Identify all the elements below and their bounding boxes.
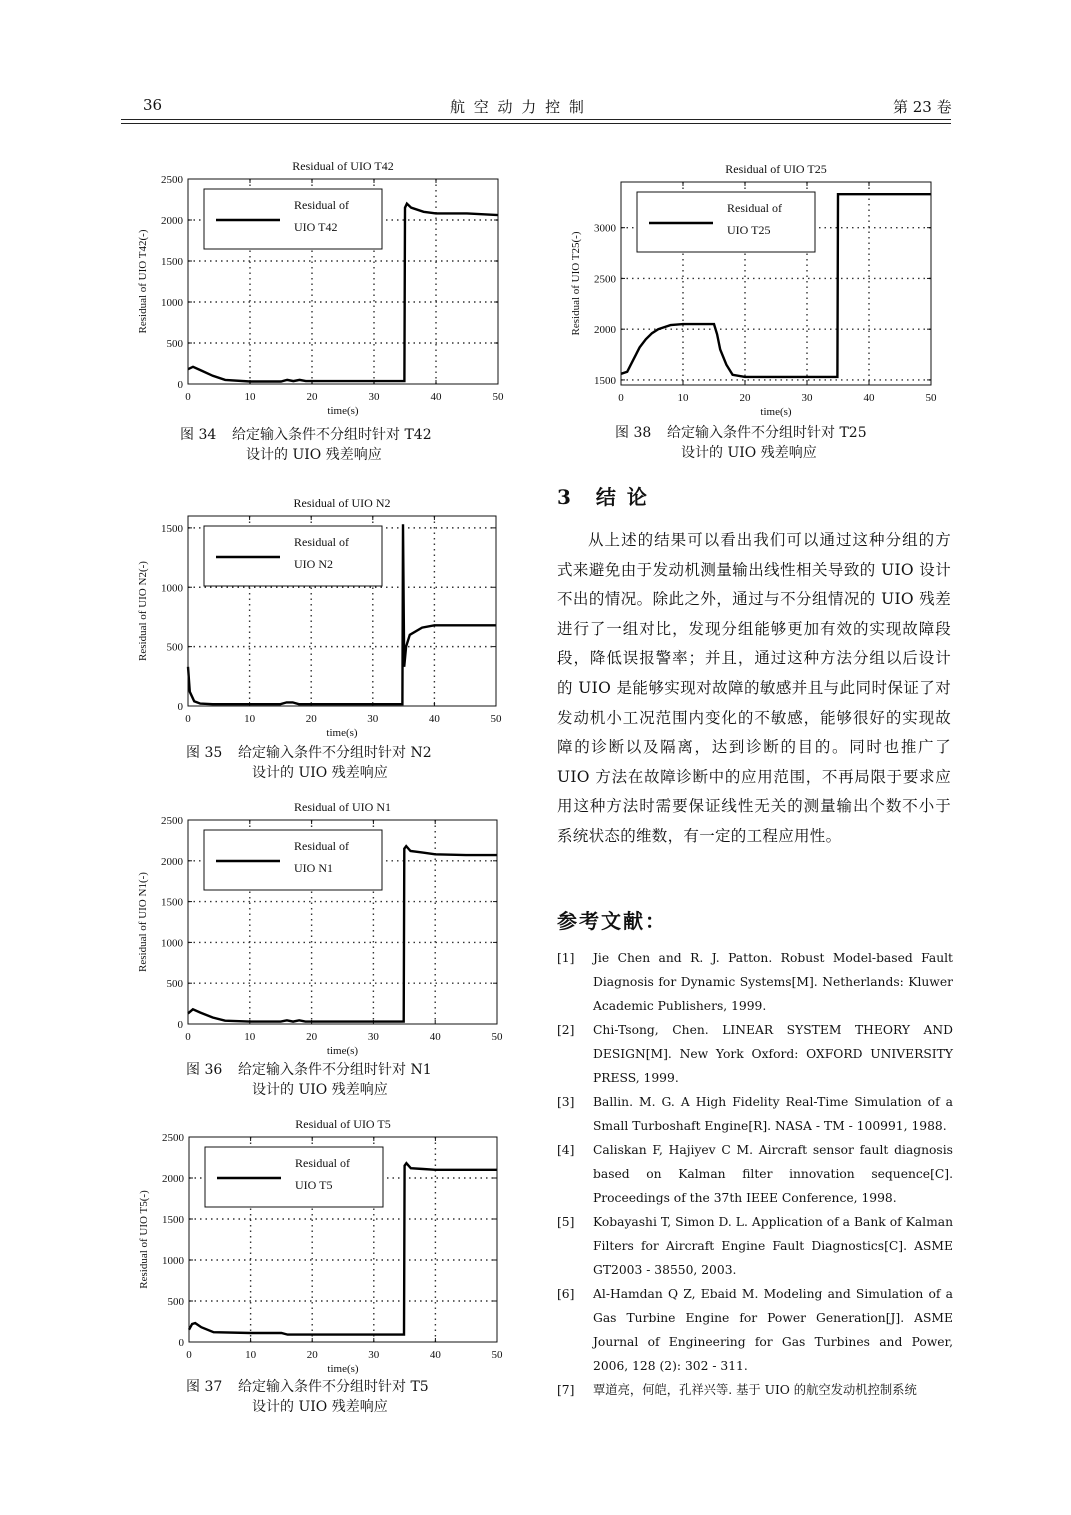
y-tick-label: 2000 [594, 324, 616, 337]
caption-line1: 给定输入条件不分组时针对 T42 [232, 427, 432, 443]
figure-36-caption [186, 1060, 432, 1100]
figure-37 [129, 1114, 509, 1384]
reference-number: [7] [557, 1383, 575, 1397]
y-tick-label: 2000 [162, 1173, 184, 1185]
page-number: 36 [143, 96, 163, 114]
y-tick-label: 500 [166, 641, 183, 654]
y-tick-label: 500 [167, 1296, 184, 1308]
x-axis-label: time(s) [326, 727, 358, 739]
section-heading [557, 481, 649, 510]
reference-text: Chi-Tsong, Chen. LINEAR SYSTEM THEORY AND DESIGN[M]. New York Oxford: OXFORD UNIVERSITY PRESS, 1999. [593, 1023, 953, 1085]
x-tick-label: 20 [305, 713, 317, 725]
conclusion-paragraph: 从上述的结果可以看出我们可以通过这种分组的方式来避免由于发动机测量输出线性相关导致的 UIO 设计不出的情况。除此之外，通过与不分组情况的 UIO 残差进行了一组对比，发现分组能够更加有效的实现故障段段，降低误报警率；并且，通过这种方法分组以后设计的 UIO 是能够实现对故障的敏感并且与此同时保证了对发动机小工况范围内变化的不敏感，能够很好的实现故障的诊断以及隔离，达到诊断的目的。同时也推广了 UIO 方法在故障诊断中的应用范围，不再局限于要求应用这种方法时需要保证线性无关的测量输出个数不小于系统状态的维数，有一定的工程应用性。 [557, 531, 951, 845]
y-tick-label: 3000 [594, 222, 616, 235]
x-tick-label: 40 [863, 392, 875, 404]
y-tick-label: 1500 [161, 522, 183, 535]
caption-line1: 给定输入条件不分组时针对 T25 [667, 425, 867, 441]
figure-34 [129, 155, 509, 425]
reference-item [557, 1018, 953, 1090]
x-tick-label: 0 [185, 391, 191, 403]
journal-title: 航 空 动 力 控 制 [450, 98, 586, 116]
chart-fig38 [560, 157, 940, 422]
x-tick-label: 0 [185, 713, 191, 725]
y-tick-label: 1000 [161, 297, 183, 309]
x-tick-label: 20 [306, 391, 318, 403]
y-axis-label: Residual of UIO N1(-) [137, 872, 149, 972]
caption-number: 图 36 [186, 1062, 223, 1078]
x-tick-label: 10 [244, 713, 256, 725]
legend-label-line1: Residual of [727, 201, 782, 215]
reference-number: [6] [557, 1287, 575, 1301]
caption-number: 图 34 [180, 427, 217, 443]
caption-line1: 给定输入条件不分组时针对 T5 [238, 1379, 429, 1395]
x-tick-label: 50 [492, 391, 504, 403]
caption-line1: 给定输入条件不分组时针对 N1 [238, 1062, 432, 1078]
x-tick-label: 0 [618, 392, 624, 404]
x-tick-label: 20 [306, 1031, 318, 1043]
legend-label-line2: UIO N1 [294, 861, 333, 875]
x-tick-label: 30 [368, 391, 380, 403]
x-tick-label: 40 [430, 391, 442, 403]
y-axis-label: Residual of UIO T25(-) [570, 231, 582, 336]
chart-fig34 [129, 155, 509, 425]
x-tick-label: 0 [186, 1349, 192, 1361]
y-tick-label: 1500 [161, 896, 183, 909]
section-title: 结 论 [595, 485, 649, 509]
reference-text: Al-Hamdan Q Z, Ebaid M. Modeling and Simulation of a Gas Turbine Engine for Power Generation[J]. ASME Journal of Engineering for Gas Turbines and Power, 2006, 128 (2): 302 - 311. [593, 1287, 953, 1373]
reference-item [557, 1282, 953, 1378]
legend-label-line2: UIO N2 [294, 557, 333, 571]
caption-line2: 设计的 UIO 残差响应 [252, 765, 388, 781]
reference-item [557, 1090, 953, 1138]
y-tick-label: 1000 [162, 1255, 184, 1267]
figure-37-caption [186, 1377, 429, 1417]
reference-number: [5] [557, 1215, 575, 1229]
legend-label-line1: Residual of [295, 1156, 350, 1170]
chart-fig35 [129, 479, 509, 749]
legend-label-line2: UIO T42 [294, 220, 338, 234]
y-tick-label: 1500 [161, 256, 183, 268]
y-tick-label: 0 [178, 1337, 184, 1349]
x-tick-label: 10 [244, 391, 256, 403]
figure-38 [560, 157, 940, 422]
reference-number: [2] [557, 1023, 575, 1037]
x-tick-label: 30 [801, 392, 813, 404]
header-rule [121, 119, 951, 120]
reference-item [557, 1138, 953, 1210]
volume-label: 第 23 卷 [893, 98, 952, 116]
y-tick-label: 2500 [161, 815, 183, 827]
references-heading: 参考文献： [557, 909, 667, 933]
legend-label-line2: UIO T25 [727, 223, 771, 237]
reference-text: Jie Chen and R. J. Patton. Robust Model-based Fault Diagnosis for Dynamic Systems[M]. Netherlands: Kluwer Academic Publishers, 1999. [593, 951, 953, 1013]
x-tick-label: 30 [368, 1349, 380, 1361]
figure-38-caption [615, 423, 867, 463]
x-axis-label: time(s) [760, 406, 792, 418]
reference-text: Ballin. M. G. A High Fidelity Real-Time Simulation of a Small Turboshaft Engine[R]. NASA - TM - 100991, 1988. [593, 1095, 953, 1133]
reference-item [557, 946, 953, 1018]
caption-line2: 设计的 UIO 残差响应 [246, 447, 382, 463]
y-axis-label: Residual of UIO T5(-) [138, 1190, 150, 1289]
reference-number: [4] [557, 1143, 575, 1157]
x-tick-label: 20 [306, 1349, 318, 1361]
y-tick-label: 1000 [161, 582, 183, 595]
y-tick-label: 2500 [161, 174, 183, 186]
reference-text: 覃道亮，何皑，孔祥兴等. 基于 UIO 的航空发动机控制系统 [593, 1383, 917, 1397]
legend-label-line1: Residual of [294, 839, 349, 853]
chart-title: Residual of UIO T25 [725, 162, 827, 176]
figure-35-caption [186, 743, 432, 783]
x-tick-label: 50 [491, 1349, 503, 1361]
references-list [557, 946, 953, 1402]
y-tick-label: 2500 [162, 1132, 184, 1144]
chart-title: Residual of UIO N1 [294, 800, 391, 814]
y-tick-label: 2000 [161, 215, 183, 227]
x-tick-label: 20 [739, 392, 751, 404]
y-tick-label: 2500 [594, 273, 616, 286]
y-tick-label: 500 [166, 978, 183, 991]
section-number: 3 [557, 485, 573, 509]
legend-label-line1: Residual of [294, 198, 349, 212]
x-axis-label: time(s) [326, 1045, 359, 1057]
x-tick-label: 10 [244, 1031, 256, 1043]
chart-title: Residual of UIO T42 [292, 159, 394, 173]
reference-number: [3] [557, 1095, 575, 1109]
x-axis-label: time(s) [327, 405, 359, 417]
figure-36 [129, 796, 509, 1066]
y-tick-label: 0 [177, 1019, 183, 1031]
x-tick-label: 0 [185, 1031, 191, 1043]
x-axis-label: time(s) [327, 1363, 359, 1375]
figure-34-caption [180, 425, 432, 465]
y-tick-label: 0 [177, 379, 183, 391]
chart-title: Residual of UIO N2 [293, 496, 391, 510]
y-axis-label: Residual of UIO T42(-) [137, 229, 149, 334]
x-tick-label: 40 [428, 713, 440, 725]
caption-line2: 设计的 UIO 残差响应 [252, 1082, 388, 1098]
figure-35 [129, 479, 509, 749]
reference-number: [1] [557, 951, 575, 965]
x-tick-label: 50 [490, 713, 502, 725]
x-tick-label: 10 [677, 392, 689, 404]
x-tick-label: 50 [491, 1031, 503, 1043]
caption-number: 图 35 [186, 745, 223, 761]
y-tick-label: 500 [166, 338, 183, 350]
chart-fig37 [129, 1114, 509, 1384]
chart-fig36 [129, 796, 509, 1066]
x-tick-label: 10 [245, 1349, 257, 1361]
x-tick-label: 50 [925, 392, 937, 404]
caption-line1: 给定输入条件不分组时针对 N2 [238, 745, 432, 761]
reference-text: Kobayashi T, Simon D. L. Application of a Bank of Kalman Filters for Aircraft Engine Fault Diagnostics[C]. ASME GT2003 - 38550, 2003. [593, 1215, 953, 1277]
caption-line2: 设计的 UIO 残差响应 [681, 445, 817, 461]
legend-label-line1: Residual of [294, 535, 349, 549]
header-rule-thin [121, 123, 951, 124]
caption-number: 图 37 [186, 1379, 223, 1395]
reference-item [557, 1378, 953, 1402]
reference-text: Caliskan F, Hajiyev C M. Aircraft sensor fault diagnosis based on Kalman filter innovation sequence[C]. Proceedings of the 37th IEEE Conference, 1998. [593, 1143, 953, 1205]
y-tick-label: 1500 [594, 374, 616, 387]
chart-title: Residual of UIO T5 [295, 1117, 391, 1131]
x-tick-label: 30 [367, 713, 379, 725]
y-tick-label: 1500 [162, 1214, 184, 1226]
caption-line2: 设计的 UIO 残差响应 [252, 1399, 388, 1415]
x-tick-label: 30 [367, 1031, 379, 1043]
x-tick-label: 40 [429, 1031, 441, 1043]
x-tick-label: 40 [429, 1349, 441, 1361]
y-axis-label: Residual of UIO N2(-) [137, 561, 149, 661]
reference-item [557, 1210, 953, 1282]
y-tick-label: 2000 [161, 855, 183, 868]
y-tick-label: 1000 [161, 937, 183, 950]
y-tick-label: 0 [177, 701, 183, 713]
caption-number: 图 38 [615, 425, 652, 441]
legend-label-line2: UIO T5 [295, 1178, 333, 1192]
